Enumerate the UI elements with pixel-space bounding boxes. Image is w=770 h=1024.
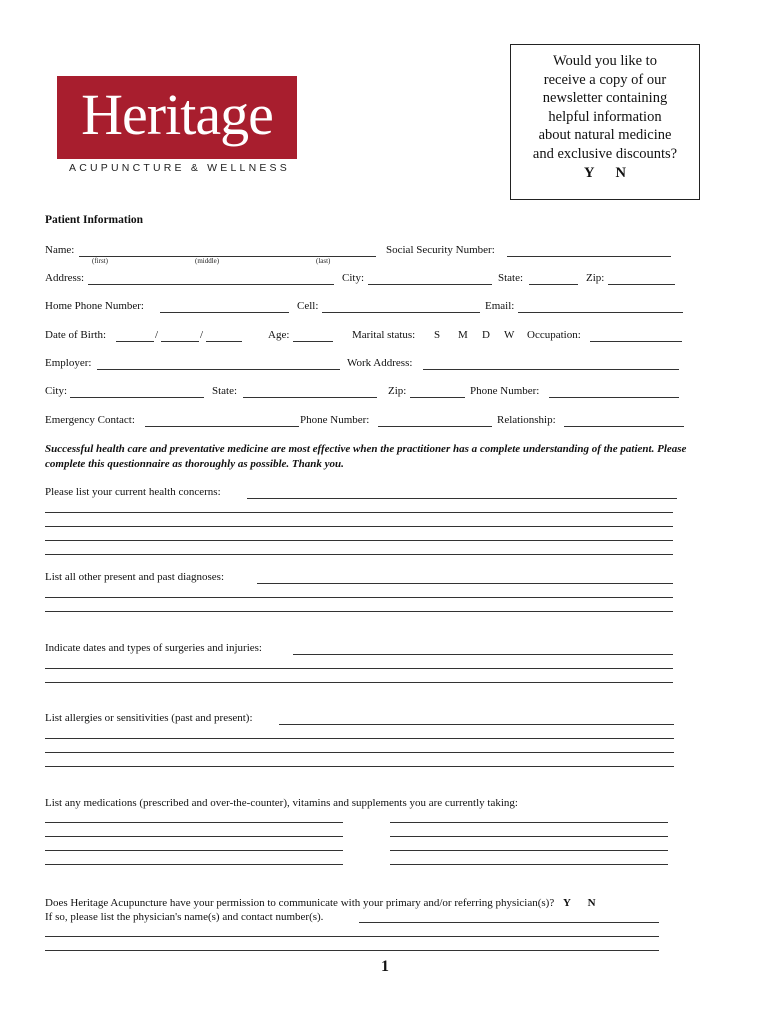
cell-line[interactable] (322, 312, 480, 313)
surgeries-label: Indicate dates and types of surgeries and injuries: (45, 642, 262, 654)
physician-line[interactable] (359, 922, 659, 923)
emergency-line[interactable] (145, 426, 299, 427)
dob-year-line[interactable] (206, 341, 242, 342)
medications-line-right[interactable] (390, 850, 668, 851)
medications-line-right[interactable] (390, 836, 668, 837)
city-line[interactable] (368, 284, 492, 285)
medications-line-right[interactable] (390, 822, 668, 823)
newsletter-line: receive a copy of our (543, 71, 667, 88)
name-first-hint: (first) (92, 257, 108, 265)
newsletter-line: Would you like to (553, 53, 657, 69)
allergies-line[interactable] (279, 724, 674, 725)
employer-line[interactable] (97, 369, 340, 370)
section-title: Patient Information (45, 214, 144, 226)
work-zip-label: Zip: (388, 385, 407, 397)
physician-label: If so, please list the physician's name(s) and contact number(s). (45, 911, 324, 923)
cell-label: Cell: (297, 300, 319, 312)
address-label: Address: (45, 272, 85, 284)
concerns-line[interactable] (247, 498, 677, 499)
diagnoses-line[interactable] (45, 611, 673, 612)
allergies-label: List allergies or sensitivities (past and present): (45, 712, 253, 724)
ssn-label: Social Security Number: (386, 244, 495, 256)
zip-line[interactable] (608, 284, 675, 285)
newsletter-line: about natural medicine (538, 127, 672, 144)
marital-option-w[interactable]: W (504, 329, 515, 341)
newsletter-box (510, 44, 700, 200)
permission-question (45, 897, 596, 909)
work-phone-label: Phone Number: (470, 385, 540, 397)
age-label: Age: (268, 329, 290, 341)
dob-day-line[interactable] (161, 341, 199, 342)
concerns-line[interactable] (45, 526, 673, 527)
marital-option-d[interactable]: D (482, 329, 490, 341)
marital-option-s[interactable]: S (434, 329, 441, 341)
physician-line[interactable] (45, 936, 659, 937)
work-city-line[interactable] (70, 397, 204, 398)
work-state-label: State: (212, 385, 238, 397)
permission-no[interactable]: N (587, 897, 596, 909)
newsletter-choice[interactable] (511, 164, 699, 183)
work-phone-line[interactable] (549, 397, 679, 398)
diagnoses-line[interactable] (45, 597, 673, 598)
concerns-line[interactable] (45, 512, 673, 513)
work-zip-line[interactable] (410, 397, 465, 398)
concerns-label: Please list your current health concerns: (45, 486, 221, 498)
diagnoses-line[interactable] (257, 583, 673, 584)
marital-option-m[interactable]: M (458, 329, 468, 341)
allergies-line[interactable] (45, 738, 674, 739)
page-number: 1 (381, 958, 389, 975)
concerns-line[interactable] (45, 554, 673, 555)
dob-slash-2: / (200, 329, 204, 341)
address-line[interactable] (88, 284, 334, 285)
relationship-line[interactable] (564, 426, 684, 427)
dob-slash-1: / (155, 329, 159, 341)
emergency-phone-label: Phone Number: (300, 414, 370, 426)
allergies-line[interactable] (45, 766, 674, 767)
work-city-label: City: (45, 385, 68, 397)
permission-label: Does Heritage Acupuncture have your permission to communicate with your primary and/or referring physician(s)? (45, 897, 555, 909)
home-phone-line[interactable] (160, 312, 289, 313)
home-phone-label: Home Phone Number: (45, 300, 144, 312)
logo-wordmark: Heritage (81, 82, 273, 147)
name-middle-hint: (middle) (195, 257, 220, 265)
dob-label: Date of Birth: (45, 329, 107, 341)
name-label: Name: (45, 244, 75, 256)
medications-line-left[interactable] (45, 850, 343, 851)
zip-label: Zip: (586, 272, 605, 284)
newsletter-line: helpful information (548, 108, 662, 125)
work-address-label: Work Address: (347, 357, 413, 369)
marital-label: Marital status: (352, 329, 416, 341)
work-address-line[interactable] (423, 369, 679, 370)
intro-text: Successful health care and preventative medicine are most effective when the practitioner has a complete understanding of the patient. Please complete this questionnaire as thoroughly as possible. Thank you. (45, 443, 687, 470)
state-label: State: (498, 272, 524, 284)
medications-line-left[interactable] (45, 864, 343, 865)
surgeries-line[interactable] (45, 682, 673, 683)
medications-line-left[interactable] (45, 836, 343, 837)
newsletter-yes[interactable]: Y (583, 164, 594, 181)
occupation-label: Occupation: (527, 329, 581, 341)
dob-month-line[interactable] (116, 341, 154, 342)
permission-yes[interactable]: Y (562, 897, 571, 909)
name-line[interactable] (79, 256, 376, 257)
physician-line[interactable] (45, 950, 659, 951)
allergies-line[interactable] (45, 752, 674, 753)
medications-label: List any medications (prescribed and over-the-counter), vitamins and supplements you are currently taking: (45, 797, 518, 809)
relationship-label: Relationship: (497, 414, 556, 426)
newsletter-line: newsletter containing (542, 90, 668, 107)
emergency-label: Emergency Contact: (45, 414, 135, 426)
concerns-line[interactable] (45, 540, 673, 541)
age-line[interactable] (293, 341, 333, 342)
heritage-logo (57, 76, 297, 159)
work-state-line[interactable] (243, 397, 377, 398)
city-label: City: (342, 272, 365, 284)
diagnoses-label: List all other present and past diagnoses: (45, 571, 225, 583)
surgeries-line[interactable] (45, 668, 673, 669)
email-line[interactable] (518, 312, 683, 313)
logo-subtitle: ACUPUNCTURE & WELLNESS (69, 162, 290, 174)
newsletter-line: and exclusive discounts? (532, 145, 678, 162)
surgeries-line[interactable] (293, 654, 673, 655)
newsletter-no[interactable]: N (615, 164, 627, 181)
state-line[interactable] (529, 284, 578, 285)
occupation-line[interactable] (590, 341, 682, 342)
emergency-phone-line[interactable] (378, 426, 492, 427)
name-last-hint: (last) (316, 257, 331, 265)
email-label: Email: (485, 300, 515, 312)
medications-line-left[interactable] (45, 822, 343, 823)
employer-label: Employer: (45, 357, 92, 369)
medications-line-right[interactable] (390, 864, 668, 865)
ssn-line[interactable] (507, 256, 671, 257)
